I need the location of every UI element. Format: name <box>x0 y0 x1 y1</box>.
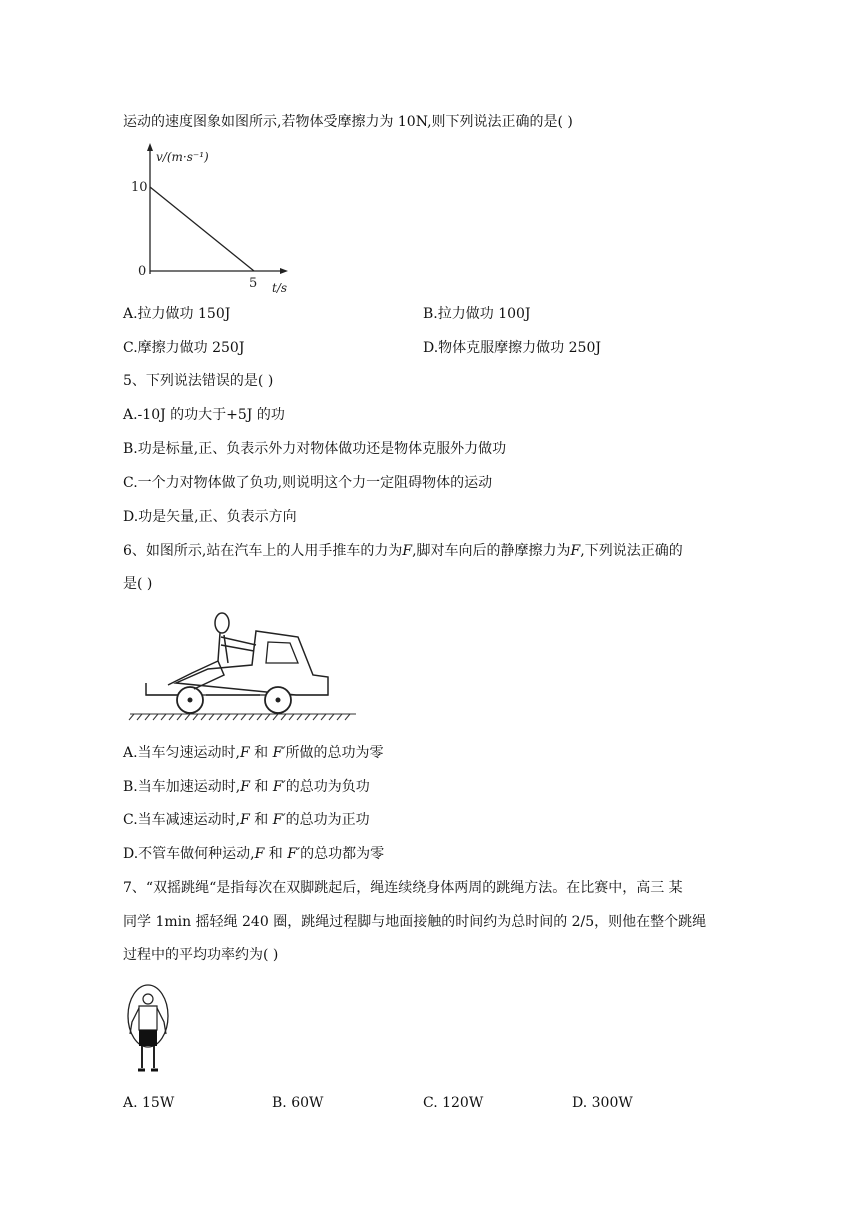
torso <box>139 1006 157 1030</box>
car-push-figure <box>128 605 358 730</box>
graph-xlabel: t/s <box>272 281 288 295</box>
head <box>143 994 153 1004</box>
legs <box>142 1046 154 1068</box>
q6-stem: 6、如图所示,站在汽车上的人用手推车的力为F,脚对车向后的静摩擦力为F,下列说法正确的 <box>123 543 683 559</box>
jump-rope-figure <box>124 982 174 1078</box>
q7-option-b[interactable]: B. 60W <box>272 1095 324 1111</box>
graph-y-tick-10: 10 <box>131 180 148 195</box>
q7-option-a[interactable]: A. 15W <box>123 1095 175 1111</box>
q4-stem: 运动的速度图象如图所示,若物体受摩擦力为 10N,则下列说法正确的是( ) <box>123 114 573 130</box>
velocity-time-graph <box>128 140 298 295</box>
q6-option-b[interactable]: B.当车加速运动时,F 和 F′的总功为负功 <box>123 779 370 795</box>
q6-stem-line2: 是( ) <box>123 576 153 592</box>
q5-option-b[interactable]: B.功是标量,正、负表示外力对物体做功还是物体克服外力做功 <box>123 441 507 457</box>
graph-origin: 0 <box>138 264 147 279</box>
q4-option-c[interactable]: C.摩擦力做功 250J <box>123 340 245 356</box>
ground-hatching <box>129 714 356 720</box>
q6-option-c[interactable]: C.当车减速运动时,F 和 F′的总功为正功 <box>123 812 370 828</box>
q4-option-b[interactable]: B.拉力做功 100J <box>423 306 531 322</box>
q5-stem: 5、下列说法错误的是( ) <box>123 373 274 389</box>
q5-option-a[interactable]: A.-10J 的功大于+5J 的功 <box>123 407 285 423</box>
graph-ylabel: v/(m·s⁻¹) <box>156 150 209 164</box>
q5-option-d[interactable]: D.功是矢量,正、负表示方向 <box>123 509 297 525</box>
shorts <box>139 1030 157 1046</box>
graph-x-tick-5: 5 <box>249 276 258 291</box>
q7-option-d[interactable]: D. 300W <box>572 1095 633 1111</box>
q7-stem-line2: 同学 1min 摇轻绳 240 圈，跳绳过程脚与地面接触的时间约为总时间的 2/5，则他在整个跳绳 <box>123 914 707 930</box>
q4-option-d[interactable]: D.物体克服摩擦力做功 250J <box>423 340 601 356</box>
graph-y-arrow <box>147 143 153 151</box>
q6-option-a[interactable]: A.当车匀速运动时,F 和 F′所做的总功为零 <box>123 745 384 761</box>
q5-option-c[interactable]: C.一个力对物体做了负功,则说明这个力一定阻碍物体的运动 <box>123 475 493 491</box>
graph-x-arrow <box>280 268 288 274</box>
person-figure <box>168 613 256 689</box>
q4-option-a[interactable]: A.拉力做功 150J <box>123 306 231 322</box>
q7-stem-line1: 7、“双摇跳绳“是指每次在双脚跳起后，绳连续绕身体两周的跳绳方法。在比赛中，高三 某 <box>123 880 683 896</box>
q7-option-c[interactable]: C. 120W <box>423 1095 484 1111</box>
graph-velocity-line <box>150 187 254 271</box>
q7-stem-line3: 过程中的平均功率约为( ) <box>123 947 279 963</box>
q6-option-d[interactable]: D.不管车做何种运动,F 和 F′的总功都为零 <box>123 846 385 862</box>
car-window <box>266 642 298 663</box>
